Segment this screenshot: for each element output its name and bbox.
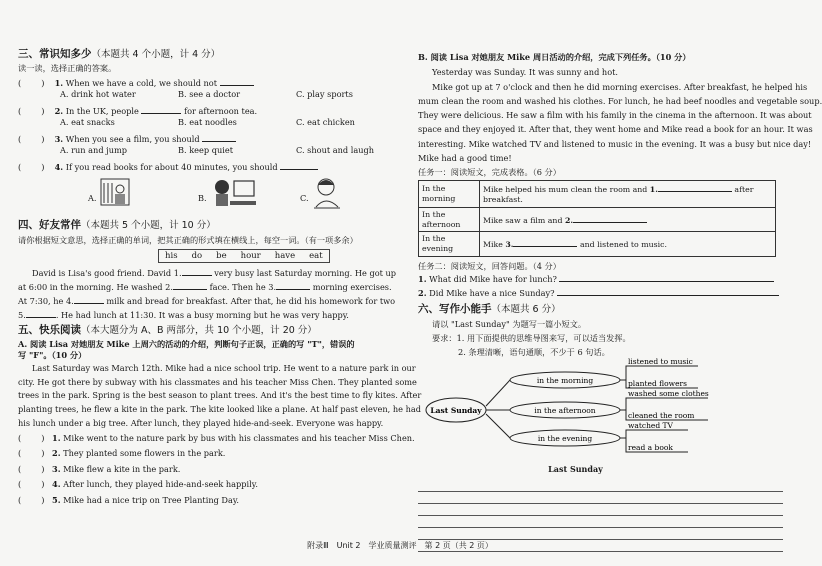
svg-text:in the evening: in the evening	[537, 433, 593, 443]
section-6-req1: 要求：1. 用下面提供的思维导图来写，可以适当发挥。	[432, 333, 631, 344]
task-table	[418, 180, 776, 256]
svg-text:cleaned the room: cleaned the room	[628, 410, 695, 420]
writing-line[interactable]	[418, 492, 783, 504]
tf-items: ( ) 1. Mike went to the nature park by bus with his classmates and his teacher Miss Chen. ( ) 2. They planted some flowers in the park. ( ) 3. Mike flew a kite in the park. ( ) 4. After lunch, they played hide-and-seek happily. ( ) 5. Mike had a nice trip on Tree Planting Day.	[18, 432, 415, 505]
writing-line[interactable]	[418, 504, 783, 516]
s3-q4-options: A. B. C.	[18, 173, 390, 215]
section-3-title: 三、常识知多少（本题共 4 个小题，计 4 分）	[18, 48, 221, 60]
reading-boy-icon	[98, 175, 132, 211]
writing-line[interactable]	[418, 480, 783, 492]
section-5b-instruction: B. 阅读 Lisa 对她朋友 Mike 周日活动的介绍，完成下列任务。（10 分）	[418, 52, 691, 62]
s3-q4: ( ) 4. If you read books for about 40 minutes, you should	[18, 161, 390, 173]
section-6-instruction: 请以 "Last Sunday" 为题写一篇小短文。	[432, 319, 587, 330]
question-1: 1. What did Mike have for lunch?	[418, 273, 783, 287]
section-6-req2: 2. 条理清晰，语句通顺，不少于 6 句话。	[458, 347, 610, 358]
mind-map	[418, 356, 783, 462]
s3-q1: ( ) 1. When we have a cold, we should not	[18, 77, 390, 89]
section-6-title: 六、写作小能手（本题共 6 分）	[418, 303, 561, 316]
table-row: In the afternoon Mike saw a film and 2.	[419, 207, 776, 231]
s3-q3-options: A. run and jump B. keep quiet C. shout and laugh	[60, 145, 375, 156]
table-row: In the morning Mike helped his mum clean the room and 1. after breakfast.	[419, 181, 776, 207]
page-footer: 附录Ⅲ Unit 2 学业质量测评 第 2 页（共 2 页）	[307, 541, 493, 550]
s3-q2: ( ) 2. In the UK, people for afternoon tea.	[18, 106, 258, 117]
writing-line[interactable]	[418, 516, 783, 528]
cloze-passage: David is Lisa's good friend. David 1. very busy last Saturday morning. He got up at 6:00 in the morning. He washed 2. face. Then he 3. morning exercises. At 7:30, he 4. milk and bread for breakfast. After that, he did his homework for two 5. . He had lunch at 11:30. It was a busy morning but he was very happy.	[18, 268, 397, 321]
section-5a-instruction: A. 阅读 Lisa 对她朋友 Mike 上周六的活动的介绍，判断句子正误，正确的写 "T"，错误的	[18, 339, 355, 350]
svg-text:in the morning: in the morning	[536, 375, 594, 385]
svg-text:washed some clothes: washed some clothes	[628, 388, 709, 398]
svg-text:planted flowers: planted flowers	[628, 378, 687, 388]
mindmap-center-label: Last Sunday	[430, 405, 482, 415]
svg-text:watched TV: watched TV	[628, 420, 673, 430]
left-column	[18, 48, 422, 509]
section-5-title: 五、快乐阅读（本大题分为 A、B 两部分，共 10 个小题，计 20 分）	[18, 324, 317, 337]
section-4-title: 四、好友常伴（本题共 5 个小题，计 10 分）	[18, 219, 216, 232]
right-column	[418, 52, 822, 552]
s3-q3: ( ) 3. When you see a film, you should	[18, 133, 390, 145]
word-box: his do be hour have eat	[18, 249, 390, 264]
table-row: In the evening Mike 3. and listened to music.	[419, 232, 776, 256]
resting-girl-icon	[310, 175, 344, 211]
passage-a: Last Saturday was March 12th. Mike had a nice school trip. He went to a nature park in our city. He got there by subway with his classmates and his teacher Miss Chen. They planted some trees in the park. Spring is the best season to plant trees. And it's the best time to fly kites. After planting trees, he flew a kite in the park. The kite looked like a plane. At half past eleven, he had his lunch under a big tree. After lunch, they played hide-and-seek. Everyone was happy.	[18, 362, 422, 428]
s3-q2-options: A. eat snacks B. eat noodles C. eat chicken	[60, 117, 355, 128]
s3-q1-options: A. drink hot water B. see a doctor C. play sports	[60, 89, 353, 100]
essay-caption: Last Sunday	[548, 463, 603, 474]
section-5a-instruction-2: 写 "F"。（10 分）	[18, 349, 87, 360]
task-1-title: 任务一：阅读短文，完成表格。（6 分）	[418, 167, 561, 178]
question-2: 2. Did Mike have a nice Sunday?	[418, 287, 783, 301]
svg-text:listened to music: listened to music	[628, 356, 693, 366]
task-2-title: 任务二：阅读短文，回答问题。（4 分）	[418, 260, 561, 271]
passage-b: Yesterday was Sunday. It was sunny and hot. Mike got up at 7 o'clock and then he did morning exercises. After breakfast, he helped his mum clean the room and washed his clothes. For lunch, he had beef noodles and vegetable soup. They were delicious. He saw a film with his family in the cinema in the afternoon. It was about space and they enjoyed it. After that, they went home and Mike read a book for an hour. It was interesting. Mike watched TV and listened to music in the evening. It was a busy but nice day! Mike had a good time!	[418, 67, 822, 163]
computer-girl-icon	[208, 175, 258, 211]
svg-text:read a book: read a book	[628, 442, 673, 452]
writing-line[interactable]	[418, 528, 783, 540]
section-3-instruction: 读一读，选择正确的答案。	[18, 63, 117, 74]
section-4-instruction: 请你根据短文意思，选择正确的单词，把其正确的形式填在横线上，每空一词。（有一项多余）	[18, 234, 358, 245]
svg-text:in the afternoon: in the afternoon	[534, 405, 596, 415]
